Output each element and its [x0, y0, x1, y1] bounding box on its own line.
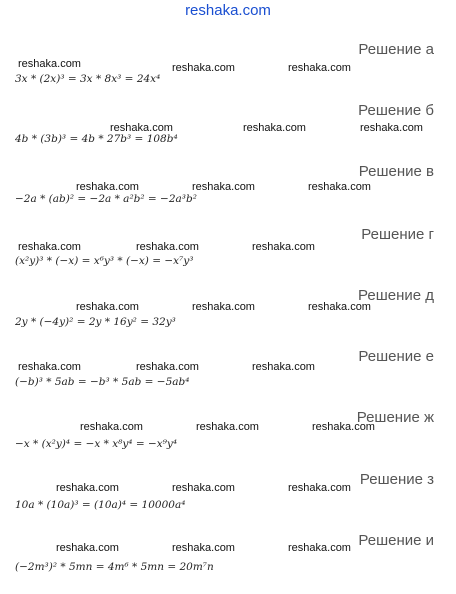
watermark: reshaka.com	[288, 542, 351, 554]
solution-heading: Решение е	[358, 348, 434, 365]
watermark: reshaka.com	[192, 181, 255, 193]
watermark: reshaka.com	[192, 301, 255, 313]
solution-formula: −x * (x²y)⁴ = −x * x⁸y⁴ = −x⁹y⁴	[15, 438, 178, 450]
watermark: reshaka.com	[196, 421, 259, 433]
solution-heading: Решение д	[358, 287, 434, 304]
watermark: reshaka.com	[136, 361, 199, 373]
watermark: reshaka.com	[252, 241, 315, 253]
solution-heading: Решение и	[358, 532, 434, 549]
watermark: reshaka.com	[76, 181, 139, 193]
watermark: reshaka.com	[18, 361, 81, 373]
watermark: reshaka.com	[172, 482, 235, 494]
solution-formula: 4b * (3b)³ = 4b * 27b³ = 108b⁴	[15, 133, 178, 145]
site-title[interactable]: reshaka.com	[185, 2, 271, 19]
watermark: reshaka.com	[172, 542, 235, 554]
solution-formula: (−b)³ * 5ab = −b³ * 5ab = −5ab⁴	[15, 376, 190, 388]
solution-formula: (x²y)³ * (−x) = x⁶y³ * (−x) = −x⁷y³	[15, 255, 194, 267]
watermark: reshaka.com	[110, 122, 173, 134]
solution-heading: Решение г	[361, 226, 434, 243]
solution-formula: 3x * (2x)³ = 3x * 8x³ = 24x⁴	[15, 73, 161, 85]
watermark: reshaka.com	[288, 482, 351, 494]
solution-heading: Решение б	[358, 102, 434, 119]
solution-formula: (−2m³)² * 5mn = 4m⁶ * 5mn = 20m⁷n	[15, 561, 214, 573]
watermark: reshaka.com	[308, 181, 371, 193]
watermark: reshaka.com	[18, 58, 81, 70]
watermark: reshaka.com	[360, 122, 423, 134]
watermark: reshaka.com	[308, 301, 371, 313]
watermark: reshaka.com	[136, 241, 199, 253]
watermark: reshaka.com	[288, 62, 351, 74]
solution-heading: Решение а	[358, 41, 434, 58]
watermark: reshaka.com	[76, 301, 139, 313]
watermark: reshaka.com	[252, 361, 315, 373]
solution-heading: Решение з	[359, 471, 434, 488]
watermark: reshaka.com	[56, 482, 119, 494]
solution-formula: 2y * (−4y)² = 2y * 16y² = 32y³	[15, 316, 176, 328]
solution-heading: Решение ж	[356, 409, 434, 426]
watermark: reshaka.com	[56, 542, 119, 554]
solution-formula: 10a * (10a)³ = (10a)⁴ = 10000a⁴	[15, 499, 186, 511]
watermark: reshaka.com	[172, 62, 235, 74]
watermark: reshaka.com	[243, 122, 306, 134]
solution-heading: Решение в	[358, 163, 434, 180]
solution-formula: −2a * (ab)² = −2a * a²b² = −2a³b²	[15, 193, 197, 205]
watermark: reshaka.com	[80, 421, 143, 433]
watermark: reshaka.com	[18, 241, 81, 253]
watermark: reshaka.com	[312, 421, 375, 433]
